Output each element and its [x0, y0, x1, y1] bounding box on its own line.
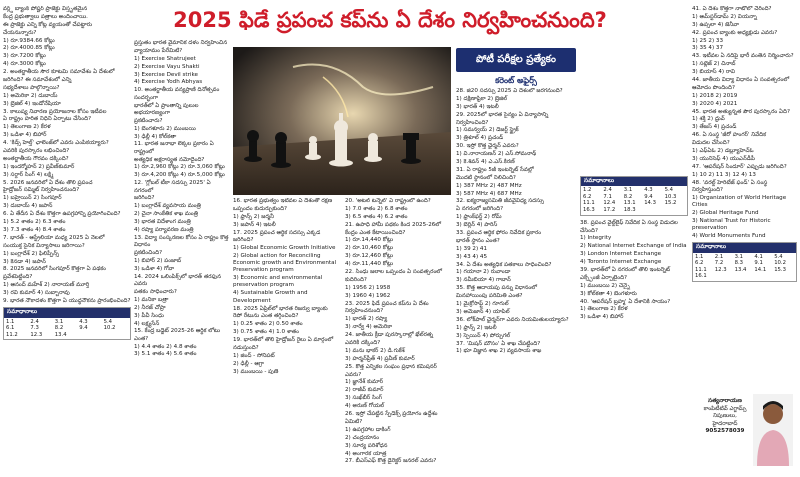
answer-cell: 16.1 [695, 273, 707, 280]
text-line: 32. ఐక్యరాజ్యసమితి జీవవైవిధ్య సదస్సు [456, 198, 544, 205]
text-line: ఏ రాష్ట్రం హరిత నిధిని ఏర్పాటు చేసింది? [3, 116, 92, 123]
text-line: 2) ఢిల్లీ - ఆగ్రా [233, 360, 264, 367]
answer-cell: 6.2 [583, 193, 592, 200]
answer-cell: 1.2 [583, 187, 592, 194]
text-line: వ్యాయామం పేరేమిటి? [134, 47, 183, 54]
text-line: 3) Exercise Devil strike [134, 71, 198, 78]
answer-cell: 7.1 [603, 193, 612, 200]
answer-key-title: సమాధానాలు [581, 177, 687, 186]
text-line: ఎక్స్ఛేంజీ ఏర్పాటైంది? [580, 274, 628, 281]
text-line: 37. 'మిషన్ మౌసం' ఏ శాఖ చేపట్టింది? [456, 340, 541, 347]
text-line: ప్రవేశపెట్టింది? [3, 274, 33, 281]
text-line: సంయుక్త సైనిక విన్యాసాలు జరిగాయి? [3, 242, 85, 249]
text-line: 3) నార్వే 4) అమెరికా [345, 324, 393, 331]
text-line: 1) భూ విజ్ఞాన శాఖ 2) వ్యవసాయ శాఖ [456, 348, 542, 355]
text-column-6 [580, 6, 688, 472]
section-banner: పోటీ పరీక్షల ప్రత్యేకం [456, 48, 576, 72]
text-line: 3) భారత విదేశాంగ మంత్రి [134, 219, 191, 226]
text-line: 18. 2025 ఏప్రిల్‌లో భారత రిజర్వు బ్యాంకు [233, 305, 328, 312]
text-line: 19. భారత్‌లో తొలి హైడ్రోజన్ రైలు ఏ మార్గంలో [233, 337, 334, 344]
author-info [693, 398, 757, 436]
text-line: 3) 7.3 శాతం 4) 8.4 శాతం [3, 226, 66, 233]
text-line: 3. కాలుష్య నివారణ ప్రయోజనాల కోసం ఇటీవల [3, 108, 107, 115]
text-line: 1) బహ్రెయిన్ 2) సింగపూర్ [3, 195, 62, 202]
text-line: 1) 1956 2) 1958 [345, 284, 391, 291]
answer-key-a [3, 307, 131, 340]
text-line: అంతర్జాతీయ గౌరవం దక్కింది? [3, 155, 69, 162]
text-line: 1) సట్లెజ్ 2) చినాబ్ [692, 61, 736, 68]
text-line: 3) National Trust for Historic preservation [692, 217, 771, 232]
text-line: 2) రాజీవ్ కుమార్ [345, 387, 384, 394]
section-subtitle: కరెంట్ అఫైర్స్ [495, 76, 537, 85]
text-line: 2) చైనా సాంకేతిక శాఖ మంత్రి [134, 211, 198, 218]
column-3-lines [233, 198, 341, 376]
text-line: 5. 2026 జనవరిలో ఏ దేశం తొలి ప్రపంచ [3, 179, 93, 186]
text-line: 1) Integrity [580, 235, 612, 242]
chess-image-icon [233, 47, 451, 195]
answer-cell: 4.1 [754, 253, 763, 260]
text-line: 1) ఉపగ్రహాల డాకింగ్ [345, 426, 391, 433]
answer-cell: 14.3 [644, 200, 656, 207]
text-line: 3) కోల్‌కతా 4) బెంగళూరు [580, 290, 637, 297]
text-line: 30. ఇస్రో కొత్త ఛైర్మన్ ఎవరు? [456, 143, 519, 150]
text-line: జరిగింది? [134, 195, 155, 202]
text-column-2 [134, 40, 229, 472]
text-line: 1) Organization of World Heritage Cities [692, 194, 787, 209]
answer-cell: 14.1 [754, 266, 767, 273]
text-line: నిర్వహించనుంది? [345, 308, 384, 315]
answer-cell: 1.1 [6, 318, 15, 325]
text-line: 3) తేజస్ 4) ప్రచండ్ [692, 124, 737, 131]
text-line: 42. ప్రపంచ బ్యాంకు అధ్యక్షుడు ఎవరు? [692, 29, 778, 36]
text-line: 36. లోక్‌పాల్ ఛైర్మన్‌గా ఎవరు నియమితులయ్యారు? [456, 316, 569, 323]
text-line: 3) హర్మన్‌ప్రీత్ 4) ప్రవీణ్ కుమార్ [345, 355, 415, 362]
text-line: 3) దుబాయ్ 4) జపాన్ [3, 203, 53, 210]
text-line: 2) రూ.4000.85 కోట్లు [3, 45, 55, 52]
text-line: 1) 25 2) 33 [692, 37, 724, 44]
text-line: 1) రూ.14,440 కోట్లు [345, 237, 394, 244]
answer-cell: 3.1 [734, 253, 744, 260]
text-line: 1) ఫ్రాన్స్ 2) జర్మనీ [233, 213, 274, 220]
text-line: 3) ఢిల్లీ 4) కోల్‌కతా [134, 133, 177, 140]
author-name: సత్యనారాయణ [708, 398, 742, 404]
text-line: 1) అమెరికా 2) దుబాయ్ [3, 92, 58, 99]
text-line: 45. భారత అత్యున్నత పౌర పురస్కారం ఏది? [692, 108, 790, 115]
text-line: 4. 'కిడ్స్‌ హెల్త్' ఛాలెంజ్‌లో ఎవరు ఎంపికయ్యారు? [3, 140, 109, 147]
text-line: 4) Toronto Internet Exchange [580, 259, 662, 266]
text-line: 1) గయానా 2) రువాండా [456, 269, 511, 276]
text-line: 34. ఏ దేశం అత్యధిక పతకాలు సాధించింది? [456, 261, 552, 268]
answer-cell: 6.2 [695, 260, 704, 267]
text-line: 4) అంగారక యాత్ర [345, 450, 387, 457]
text-line: 3) 43 4) 45 [456, 253, 488, 260]
text-line: 13. విద్యా సంస్కరణల కోసం ఏ రాష్ట్రం కొత్త విధానం [134, 234, 229, 249]
text-line: 43. ఇటీవల ఏ నదిపై భారీ వంతెన నిర్మించారు? [692, 53, 794, 60]
text-line: 3) 1960 4) 1962 [345, 292, 391, 299]
text-line: ప్రస్తుతం భారత వైమానిక దళం నిర్వహించిన [134, 40, 228, 46]
answer-cell: 4.3 [644, 187, 653, 194]
text-line: 1) బెంగళూరు 2) ముంబయి [134, 125, 196, 132]
text-line: హైడ్రోజన్ సమ్మిట్ నిర్వహించనుంది? [3, 187, 80, 194]
text-line: 22. సింధు జలాల ఒప్పందం ఏ సంవత్సరంలో [345, 269, 443, 276]
text-line: 3) కె.శివన్ 4) ఎ.ఎస్.కిరణ్ [456, 159, 515, 166]
text-line: 3) రూ.7200 కోట్లు [3, 53, 46, 60]
column-5-lines [456, 88, 576, 356]
text-line: 3) ముంబయి - పుణె [233, 368, 279, 375]
text-line: ఒప్పందం కుదుర్చుకుంది? [233, 205, 287, 212]
person-icon [753, 394, 793, 466]
text-line: 2) National Internet Exchange of India [580, 243, 687, 250]
text-line: పతకం సాధించారు? [134, 288, 177, 295]
text-line: ఎవరికి దక్కింది? [345, 340, 381, 347]
column-2-lines [134, 40, 229, 359]
answer-cell: 11.1 [695, 266, 707, 273]
text-line: 3) బెర్లిన్ 4) పారిస్ [456, 222, 498, 229]
text-line: 1) మనికా బత్రా [134, 296, 169, 303]
chess-photo [233, 47, 451, 195]
text-line: ఏ నగరంలో జరిగింది? [456, 206, 504, 213]
text-column-5 [456, 88, 576, 472]
text-line: ప్రకటించింది? [134, 250, 163, 257]
text-line: 1) రూ.9384.66 కోట్లు [3, 37, 55, 44]
text-line: ఏమిటి? [345, 418, 363, 425]
text-column-3 [233, 198, 341, 472]
column-7-lines [692, 6, 797, 240]
answer-cell: 2.4 [603, 187, 612, 194]
answer-cell: 16.3 [583, 207, 595, 214]
text-line: 1) ఆనంద్ మహేశ్ 2) నారాయణ్ మూర్తి [3, 282, 90, 289]
text-line: 3) రవి కుమార్ 4) సుబ్బారావు [3, 290, 70, 297]
text-line: 3) ఒడిశా 4) బిహార్ [3, 132, 47, 139]
text-line: 3) 2020 4) 2021 [692, 100, 738, 107]
answer-key-grid [581, 186, 687, 214]
answer-cell: 9.4 [79, 325, 88, 332]
text-line: 11. భారత జనాభా లెక్కల ప్రకారం ఏ రాష్ట్రంలో [134, 141, 214, 155]
text-line: ఎవరికి పురస్కారం లభించింది? [3, 148, 70, 155]
author-phone: 9052578039 [705, 428, 745, 434]
text-line: ప్రకటించారు? [134, 117, 163, 124]
text-line: 9. భారత నౌకాదళం కొత్తగా ఏ యుద్ధనౌకను ప్రారంభించింది? [3, 297, 131, 304]
text-line: 14. 2024 ఒలింపిక్స్‌లో భారత్ తరఫున ఎవరు [134, 273, 221, 288]
text-line: 3) సర్దార్ సింగ్ 4) లక్ష్మి [3, 171, 54, 178]
text-line: 3) 587 MHz 4) 687 MHz [456, 190, 522, 197]
answer-cell: 15.3 [774, 266, 786, 273]
text-column-7 [692, 6, 797, 390]
text-line: 48. 'వరల్డ్ హెరిటేజ్ ఫండ్' ఏ సంస్థ నిర్వహిస్తుంది? [692, 179, 768, 193]
text-line: 3) సూర్య పరిశోధన [345, 442, 388, 449]
answer-cell: 8.3 [734, 260, 744, 267]
answer-cell: 18.3 [623, 207, 636, 214]
text-line: 3) బ్రెజిల్ 4) ఇండోనేషియా [3, 100, 61, 107]
answer-cell: 9.4 [644, 193, 653, 200]
answer-cell: 10.3 [664, 193, 677, 200]
text-line: 2. అంతర్జాతీయ సౌర కూటమి సమావేశం ఏ దేశంలో [3, 69, 115, 76]
text-line: 1) 2018 2) 2019 [692, 92, 738, 99]
text-line: 3) అమెజాన్ 4) యాపిల్ [456, 308, 510, 315]
answer-key-title: సమాధానాలు [4, 308, 130, 317]
answer-cell: 7.2 [714, 260, 724, 267]
text-line: 1) శక్తి 2) ధ్రువ్ [692, 116, 725, 123]
text-line: 4) Exercise Yodh Abhyas [134, 79, 203, 86]
answer-cell: 3.1 [623, 187, 633, 194]
text-line: అత్యధిక అక్షరాస్యత నమోదైంది? [134, 156, 205, 163]
answer-cell: 12.4 [603, 200, 616, 207]
text-line: 31. ఏ రాష్ట్రం 5జీ ఇంటర్నెట్ సేవల్లో [456, 166, 534, 173]
text-line: 3) బియాస్ 4) రావి [692, 69, 735, 76]
text-line: 29. 2025లో భారత సైన్యం ఏ విన్యాసాన్ని [456, 111, 549, 118]
text-line: 7. భారత్ - ఆస్ట్రేలియా మధ్య 2025 ఏ నెలలో [3, 234, 105, 241]
answer-cell: 5.4 [774, 253, 783, 260]
text-line: 23. 2025 ఫిడే ప్రపంచ కప్‌ను ఏ దేశం [345, 300, 429, 307]
answer-cell: 10.2 [774, 260, 786, 267]
text-line: భారత్ స్థానం ఎంత? [456, 237, 500, 244]
text-line: మినహాయింపు పరిమితి ఎంత? [456, 293, 523, 300]
text-line: నిర్వహించింది? [456, 119, 489, 126]
text-line: 1) 4.4 శాతం 2) 4.8 శాతం [134, 343, 197, 350]
text-line: ఆమోదం పొందింది? [692, 84, 735, 91]
answer-cell: 2.1 [714, 253, 724, 260]
text-line: 47. 'ఆపరేషన్ సిందూర్' ఎప్పుడు జరిగింది? [692, 163, 787, 170]
text-line: 4) అరుణ్ గోయల్ [345, 403, 385, 410]
text-line: భారత్‌లో ఏ ప్రాంతాన్ని పులుల అభయారణ్యంగా [134, 102, 199, 116]
text-line: 10. అంతర్జాతీయ వన్యప్రాణి దినోత్సవం సందర్భంగా [134, 87, 220, 101]
text-line: 2) Exercise Vayu Shakti [134, 63, 200, 70]
text-line: చేయనున్నారు? [3, 29, 37, 36]
answer-cell: 7.3 [30, 325, 39, 332]
answer-cell: 8.2 [623, 193, 633, 200]
text-line: నడుస్తుంది? [233, 344, 259, 351]
text-line: 4) రూ.3000 కోట్లు [3, 61, 46, 68]
answer-cell: 4.3 [79, 318, 88, 325]
text-line: 3) కెనడా 4) జపాన్ [3, 258, 46, 265]
text-line: 40. 'ఆపరేషన్ బ్రహ్మ' ఏ దేశానికి సాయం? [580, 298, 671, 305]
text-line: 2) రూ.10,460 కోట్లు [345, 245, 394, 252]
text-line: 3) 35 4) 37 [692, 45, 724, 52]
text-line: 6. ఏ తేదీన ఏ దేశం కొత్తగా ఉపగ్రహాన్ని ప్రయోగించింది? [3, 211, 121, 218]
text-line: 1) ఆమ్‌స్టర్‌డామ్ 2) వియన్నా [692, 13, 757, 20]
text-column-1 [3, 6, 131, 472]
text-line: 2) Global action for Reconciling Economic growth and Environmental Preservation program [233, 252, 337, 274]
answer-cell: 6.1 [6, 325, 15, 332]
text-line: 1) భారత్ 2) రష్యా [345, 316, 388, 323]
text-line: 1) ఫ్రాంక్‌ఫర్ట్ 2) రోమ్ [456, 214, 502, 221]
text-line: 39. భారత్‌లో ఏ నగరంలో తొలి ఇంటర్నెట్ [580, 267, 671, 274]
text-line: 33. ప్రపంచ ఆర్థిక ఫోరం నివేదిక ప్రకారం [456, 230, 542, 237]
answer-cell: 15.2 [664, 200, 677, 207]
text-line: 1) రూ.2,960 కోట్లు 2) రూ.3,060 కోట్లు [134, 164, 225, 171]
answer-cell: 11.2 [6, 331, 18, 338]
text-line: 3) సుఖ్‌బీర్ సింగ్ [345, 395, 383, 402]
answer-cell: 13.1 [623, 200, 636, 207]
text-line: 1) బంగ్లాదేశ్ వ్యవసాయ మంత్రి [134, 203, 201, 210]
text-line: 28. జి20 సదస్సు 2025 ఏ దేశంలో జరగనుంది? [456, 88, 563, 94]
author-photo [753, 394, 793, 466]
text-line: 3) 0.75 శాతం 4) 1.0 శాతం [233, 329, 299, 336]
author-role: కాంపిటీటివ్ ఎగ్జామ్స్ [703, 405, 747, 412]
text-line: 1) ఫ్రాన్స్ 2) ఇటలీ [456, 324, 497, 331]
text-line: 1) మను భాకర్ 2) డి.గుకేశ్ [345, 347, 405, 354]
text-line: 16. భారత ప్రభుత్వం ఇటీవల ఏ దేశంతో రక్షణ [233, 198, 333, 204]
text-line: 3) రూ.4,200 కోట్లు 4) రూ.5,000 కోట్లు [134, 172, 225, 179]
text-line: 1) 5.2 శాతం 2) 6.3 శాతం [3, 219, 66, 226]
text-line: 3) భారత్ 4) ఇటలీ [456, 103, 499, 110]
text-line: 3) Economic and environmental preservation program [233, 275, 323, 289]
text-line: 20. 'అటల్ టన్నెల్' ఏ రాష్ట్రంలో ఉంది? [345, 198, 431, 204]
text-line: 35. కొత్త ఆదాయపు పన్ను విధానంలో [456, 285, 537, 292]
answer-key-title: సమాధానాలు [693, 243, 796, 252]
answer-cell: 13.4 [54, 331, 67, 338]
text-line: 1) 7.0 శాతం 2) 6.8 శాతం [345, 205, 408, 212]
headline: 2025 ఫిడే ప్రపంచ కప్‌ను ఏ దేశం నిర్వహించనుంది? [173, 8, 607, 32]
text-line: ఎవరు? [345, 371, 362, 378]
text-line: రెపో రేటును ఎంత తగ్గించింది? [233, 313, 299, 320]
text-line: ఈ ప్రాజెక్టు ఎన్ని కోట్ల వ్యయంతో చేపట్టారు [3, 21, 92, 28]
answer-key-grid [693, 253, 796, 281]
text-line: 3) పీవీ సింధు [134, 312, 164, 319]
text-line: 3) జపాన్ 4) ఇటలీ [233, 221, 276, 228]
column-6-lines [580, 220, 688, 322]
text-line: 1) జ్ఞానేశ్ కుమార్ [345, 379, 384, 386]
text-line: 24. జాతీయ క్రీడా పురస్కారాల్లో ఖేల్‌రత్న [345, 332, 434, 339]
text-line: 3) 6.5 శాతం 4) 6.2 శాతం [345, 213, 408, 220]
text-line: 1) బంగ్లాదేశ్ 2) ఫిలిప్పీన్స్ [3, 250, 60, 257]
text-line: 3) యునిసెఫ్ 4) యుఎన్‌డీపీ [692, 155, 755, 162]
text-line: 1) వి.నారాయణన్ 2) ఎస్.సోమనాథ్ [456, 151, 537, 158]
answer-cell: 10.2 [103, 325, 116, 332]
text-line: 3) ఉప్సలా 4) జెనీవా [692, 21, 740, 28]
answer-key-grid [4, 318, 130, 340]
text-line: కుదిరింది? [345, 276, 367, 283]
answer-cell: 17.2 [603, 207, 616, 214]
text-line: 1) Exercise Shatrujeet [134, 55, 196, 62]
answer-cell: 12.3 [714, 266, 727, 273]
text-line: 3) ఒడిశా 4) గోవా [134, 265, 175, 272]
text-line: 41. ఏ దేశం కొత్తగా నాటోలో చేరింది? [692, 6, 772, 12]
text-line: సభ్యదేశాలు పాల్గొన్నాయి? [3, 84, 60, 91]
text-column-4 [345, 198, 453, 472]
answer-cell: 5.4 [103, 318, 113, 325]
text-line: 2) Global Heritage Fund [692, 209, 759, 216]
text-line: కేంద్ర ప్రభుత్వాలు పత్రాలు అందించాయి. [3, 13, 88, 20]
text-line: 44. జాతీయ విద్యా విధానం ఏ సంవత్సరంలో [692, 77, 790, 84]
text-line: 4) Sustainable Growth and Development [233, 290, 308, 304]
text-line: 17. 2025 ప్రపంచ ఆర్థిక సదస్సు ఎక్కడ జరిగింది? [233, 229, 321, 243]
text-line: 3) స్పెయిన్ 4) పోర్చుగల్ [456, 332, 511, 339]
text-line: 4) లక్ష్యసేన్ [134, 320, 160, 327]
answer-key-b [580, 176, 688, 216]
text-line: 3) 5.1 శాతం 4) 5.6 శాతం [134, 351, 197, 358]
column-1-lines [3, 6, 131, 305]
answer-cell: 1.1 [695, 253, 704, 260]
author-city: హైదరాబాద్ [712, 420, 738, 427]
text-line: 2) చంద్రయానం [345, 434, 380, 441]
author-role-2: నిపుణులు, [713, 413, 737, 419]
text-line: 27. బీఎస్ఎఫ్ కొత్త డైరెక్టర్ జనరల్ ఎవరు? [345, 458, 437, 465]
text-line: 4) World Monuments Fund [692, 233, 766, 240]
text-line: 1) 10 2) 11 3) 12 4) 13 [692, 171, 756, 178]
text-line: 4) రూ.11,440 కోట్లు [345, 261, 394, 268]
text-line: 12. 'గ్లోబల్ టీకా సదస్సు 2025' ఏ నగరంలో [134, 180, 211, 194]
text-line: 8. 2025 జనవరిలో సింగపూర్ కొత్తగా ఏ పథకం [3, 266, 107, 273]
answer-cell: 8.2 [54, 325, 64, 332]
column-4-lines [345, 198, 453, 466]
text-line: విడుదల చేసింది? [692, 140, 730, 147]
text-line: 25. కొత్త ఎన్నికల సంఘం ప్రధాన కమిషనర్ [345, 363, 437, 370]
text-line: కేంద్రం ఎంత కేటాయించింది? [345, 229, 406, 236]
text-line: 4) రష్యా పర్యావరణ మంత్రి [134, 227, 194, 233]
text-line: 46. ఏ సంస్థ 'జీరో హంగర్' నివేదిక [692, 132, 767, 139]
text-line: 3) ఒడిశా 4) బిహార్ [580, 314, 624, 321]
text-line: 1) Global Economic Growth Initiative [233, 244, 336, 251]
answer-cell: 13.4 [734, 266, 747, 273]
text-line: 1) తెలంగాణ 2) కేరళ [580, 306, 628, 313]
text-line: 26. ఇస్రో చేపట్టిన స్పేడెక్స్ ప్రయోగం ఉద్దేశం [345, 411, 438, 418]
answer-cell: 5.4 [664, 187, 674, 194]
author-box [693, 392, 793, 470]
text-line: 1) తెలంగాణ 2) కేరళ [3, 124, 51, 131]
answer-cell: 3.1 [54, 318, 64, 325]
text-line: 1) మైక్రోసాఫ్ట్ 2) గూగుల్ [456, 301, 509, 308]
text-line: 3) London Internet Exchange [580, 251, 662, 258]
answer-cell: 9.1 [754, 260, 763, 267]
text-line: 2) నీరజ్ చోప్రా [134, 304, 166, 311]
text-line: 1) ఇందర్మోహన్ 2) ప్రవీణ్‌కుమార్ [3, 163, 75, 170]
text-line: 1) 39 2) 41 [456, 245, 488, 252]
text-line: 1) జింద్ - సోనిపట్ [233, 352, 275, 359]
text-line: 3) త్రిశూల్ 4) ప్రచండ్ [456, 135, 504, 142]
answer-cell: 12.3 [30, 331, 43, 338]
text-line: 1) దక్షిణాఫ్రికా 2) బ్రెజిల్ [456, 95, 508, 102]
text-line: 1) ఎఫ్ఏఓ 2) డబ్ల్యూహెచ్ఓ [692, 148, 754, 155]
text-line: 21. ఉపాధి హామీ పథకం కింద 2025-26లో [345, 221, 442, 228]
text-line: 1) బిహార్ 2) పంజాబ్ [134, 257, 182, 264]
text-line: వర్ల్డ్ బ్యాంక్ పోష్టర్ ప్రాజెక్టు విస్తృతమైన [3, 6, 88, 12]
text-line: 3) నమీబియా 4) గాబాన్ [456, 277, 511, 284]
text-line: 1) సమన్వయ్ 2) డెజర్ట్ స్ట్రైక్ [456, 127, 519, 134]
text-line: 38. ప్రపంచ వైల్డ్‌లైఫ్ నివేదిక ఏ సంస్థ విడుదల [580, 219, 678, 226]
text-line: 1) 0.25 శాతం 2) 0.50 శాతం [233, 321, 303, 328]
text-line: మొదటి స్థానంలో నిలిచింది? [456, 174, 516, 181]
answer-cell: 2.4 [30, 318, 39, 325]
answer-key-c [692, 242, 797, 282]
answer-cell: 11.1 [583, 200, 595, 207]
text-line: 1) ముంబయి 2) చెన్నై [580, 282, 630, 289]
text-line: 1) 387 MHz 2) 487 MHz [456, 182, 522, 189]
text-line: 15. కేంద్ర బడ్జెట్ 2025-26 ఆర్థిక లోటు ఎంత? [134, 328, 221, 342]
text-line: జరిగింది? ఈ సమావేశంలో ఎన్ని [3, 77, 72, 84]
text-line: చేసింది? [580, 227, 598, 234]
text-line: 3) రూ.12,460 కోట్లు [345, 253, 394, 260]
